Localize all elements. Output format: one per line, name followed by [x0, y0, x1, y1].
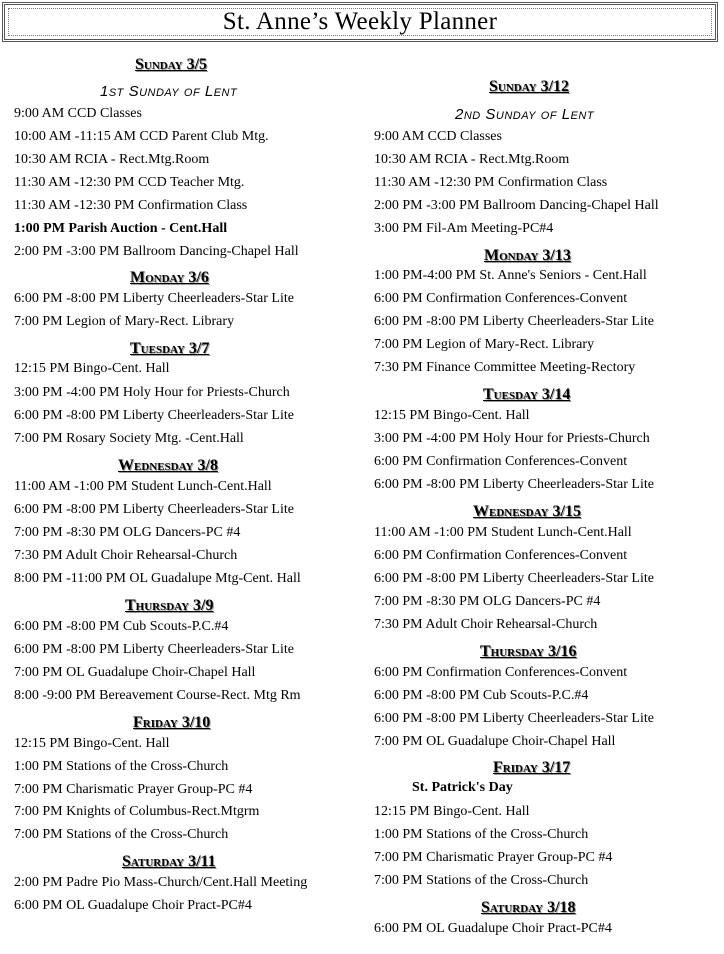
- day-header-friday-3-10: Friday 3/10: [133, 714, 211, 731]
- event-item: 10:30 AM RCIA - Rect.Mtg.Room: [14, 152, 210, 167]
- event-item: 9:00 AM CCD Classes: [14, 106, 142, 121]
- day-subtitle-lent-1: 1st Sunday of Lent: [100, 83, 238, 100]
- event-item-highlight: 1:00 PM Parish Auction - Cent.Hall: [14, 221, 228, 236]
- event-item: 12:15 PM Bingo-Cent. Hall: [14, 736, 170, 751]
- day-header-wednesday-3-8: Wednesday 3/8: [118, 457, 218, 474]
- event-item: 7:00 PM -8:30 PM OLG Dancers-PC #4: [14, 525, 241, 540]
- event-item: 12:15 PM Bingo-Cent. Hall: [374, 408, 530, 423]
- event-item: 7:00 PM Charismatic Prayer Group-PC #4: [374, 850, 613, 865]
- event-item: 6:00 PM -8:00 PM Liberty Cheerleaders-Star Lite: [14, 502, 294, 517]
- day-header-thursday-3-16: Thursday 3/16: [480, 643, 577, 660]
- event-item: 11:00 AM -1:00 PM Student Lunch-Cent.Hall: [374, 525, 632, 540]
- event-item: 2:00 PM -3:00 PM Ballroom Dancing-Chapel Hall: [374, 198, 659, 213]
- event-item: 12:15 PM Bingo-Cent. Hall: [14, 361, 170, 376]
- event-item: 6:00 PM Confirmation Conferences-Convent: [374, 454, 628, 469]
- event-item: 3:00 PM -4:00 PM Holy Hour for Priests-Church: [14, 385, 290, 400]
- day-header-saturday-3-11: Saturday 3/11: [122, 853, 216, 870]
- day-header-monday-3-6: Monday 3/6: [130, 269, 209, 286]
- day-header-sunday-3-12: Sunday 3/12: [489, 78, 570, 95]
- event-item: 11:00 AM -1:00 PM Student Lunch-Cent.Hall: [14, 479, 272, 494]
- event-item: 7:30 PM Adult Choir Rehearsal-Church: [14, 548, 238, 563]
- event-item: 6:00 PM Confirmation Conferences-Convent: [374, 548, 628, 563]
- event-item: 11:30 AM -12:30 PM CCD Teacher Mtg.: [14, 175, 245, 190]
- day-header-friday-3-17: Friday 3/17: [493, 759, 571, 776]
- day-header-monday-3-13: Monday 3/13: [484, 247, 571, 264]
- event-item: 6:00 PM OL Guadalupe Choir Pract-PC#4: [14, 898, 252, 913]
- day-header-thursday-3-9: Thursday 3/9: [125, 597, 214, 614]
- event-item: 1:00 PM-4:00 PM St. Anne's Seniors - Cent.Hall: [374, 268, 647, 283]
- event-item: 9:00 AM CCD Classes: [374, 129, 502, 144]
- event-item: 10:00 AM -11:15 AM CCD Parent Club Mtg.: [14, 129, 269, 144]
- event-item: 6:00 PM -8:00 PM Liberty Cheerleaders-Star Lite: [14, 291, 294, 306]
- event-item: 8:00 -9:00 PM Bereavement Course-Rect. Mtg Rm: [14, 688, 301, 703]
- event-item: 7:00 PM OL Guadalupe Choir-Chapel Hall: [374, 734, 616, 749]
- event-item: 1:00 PM Stations of the Cross-Church: [374, 827, 589, 842]
- day-header-tuesday-3-14: Tuesday 3/14: [483, 386, 571, 403]
- day-subtitle-lent-2: 2nd Sunday of Lent: [455, 106, 595, 123]
- event-item: 7:30 PM Finance Committee Meeting-Rectory: [374, 360, 636, 375]
- event-item: 7:00 PM -8:30 PM OLG Dancers-PC #4: [374, 594, 601, 609]
- event-item: 8:00 PM -11:00 PM OL Guadalupe Mtg-Cent. Hall: [14, 571, 301, 586]
- day-header-saturday-3-18: Saturday 3/18: [481, 899, 576, 916]
- event-item: 12:15 PM Bingo-Cent. Hall: [374, 804, 530, 819]
- event-item: 7:00 PM Legion of Mary-Rect. Library: [14, 314, 235, 329]
- day-header-wednesday-3-15: Wednesday 3/15: [473, 503, 581, 520]
- event-item: 6:00 PM -8:00 PM Liberty Cheerleaders-Star Lite: [14, 642, 294, 657]
- event-item: 3:00 PM -4:00 PM Holy Hour for Priests-Church: [374, 431, 650, 446]
- day-header-sunday-3-5: Sunday 3/5: [135, 56, 208, 73]
- event-item: 3:00 PM Fil-Am Meeting-PC#4: [374, 221, 554, 236]
- event-item: 7:00 PM Stations of the Cross-Church: [374, 873, 589, 888]
- day-subtitle-st-patricks: St. Patrick's Day: [412, 780, 513, 795]
- event-item: 6:00 PM OL Guadalupe Choir Pract-PC#4: [374, 921, 612, 936]
- event-item: 1:00 PM Stations of the Cross-Church: [14, 759, 229, 774]
- event-item: 6:00 PM -8:00 PM Liberty Cheerleaders-Star Lite: [374, 711, 654, 726]
- event-item: 7:00 PM Legion of Mary-Rect. Library: [374, 337, 595, 352]
- event-item: 7:00 PM Rosary Society Mtg. -Cent.Hall: [14, 431, 244, 446]
- event-item: 7:00 PM Knights of Columbus-Rect.Mtgrm: [14, 804, 260, 819]
- event-item: 7:00 PM Charismatic Prayer Group-PC #4: [14, 782, 253, 797]
- event-item: 6:00 PM -8:00 PM Liberty Cheerleaders-Star Lite: [374, 314, 654, 329]
- day-header-tuesday-3-7: Tuesday 3/7: [130, 340, 210, 357]
- event-item: 6:00 PM -8:00 PM Cub Scouts-P.C.#4: [374, 688, 589, 703]
- event-item: 2:00 PM Padre Pio Mass-Church/Cent.Hall Meeting: [14, 875, 308, 890]
- event-item: 6:00 PM -8:00 PM Liberty Cheerleaders-Star Lite: [374, 571, 654, 586]
- event-item: 11:30 AM -12:30 PM Confirmation Class: [14, 198, 248, 213]
- event-item: 6:00 PM Confirmation Conferences-Convent: [374, 291, 628, 306]
- event-item: 7:00 PM OL Guadalupe Choir-Chapel Hall: [14, 665, 256, 680]
- event-item: 7:00 PM Stations of the Cross-Church: [14, 827, 229, 842]
- planner-title: St. Anne’s Weekly Planner: [222, 8, 498, 35]
- event-item: 6:00 PM -8:00 PM Liberty Cheerleaders-Star Lite: [374, 477, 654, 492]
- planner-title-banner: [2, 2, 718, 42]
- event-item: 6:00 PM Confirmation Conferences-Convent: [374, 665, 628, 680]
- event-item: 10:30 AM RCIA - Rect.Mtg.Room: [374, 152, 570, 167]
- event-item: 6:00 PM -8:00 PM Liberty Cheerleaders-Star Lite: [14, 408, 294, 423]
- event-item: 11:30 AM -12:30 PM Confirmation Class: [374, 175, 608, 190]
- event-item: 6:00 PM -8:00 PM Cub Scouts-P.C.#4: [14, 619, 229, 634]
- event-item: 7:30 PM Adult Choir Rehearsal-Church: [374, 617, 598, 632]
- event-item: 2:00 PM -3:00 PM Ballroom Dancing-Chapel Hall: [14, 244, 299, 259]
